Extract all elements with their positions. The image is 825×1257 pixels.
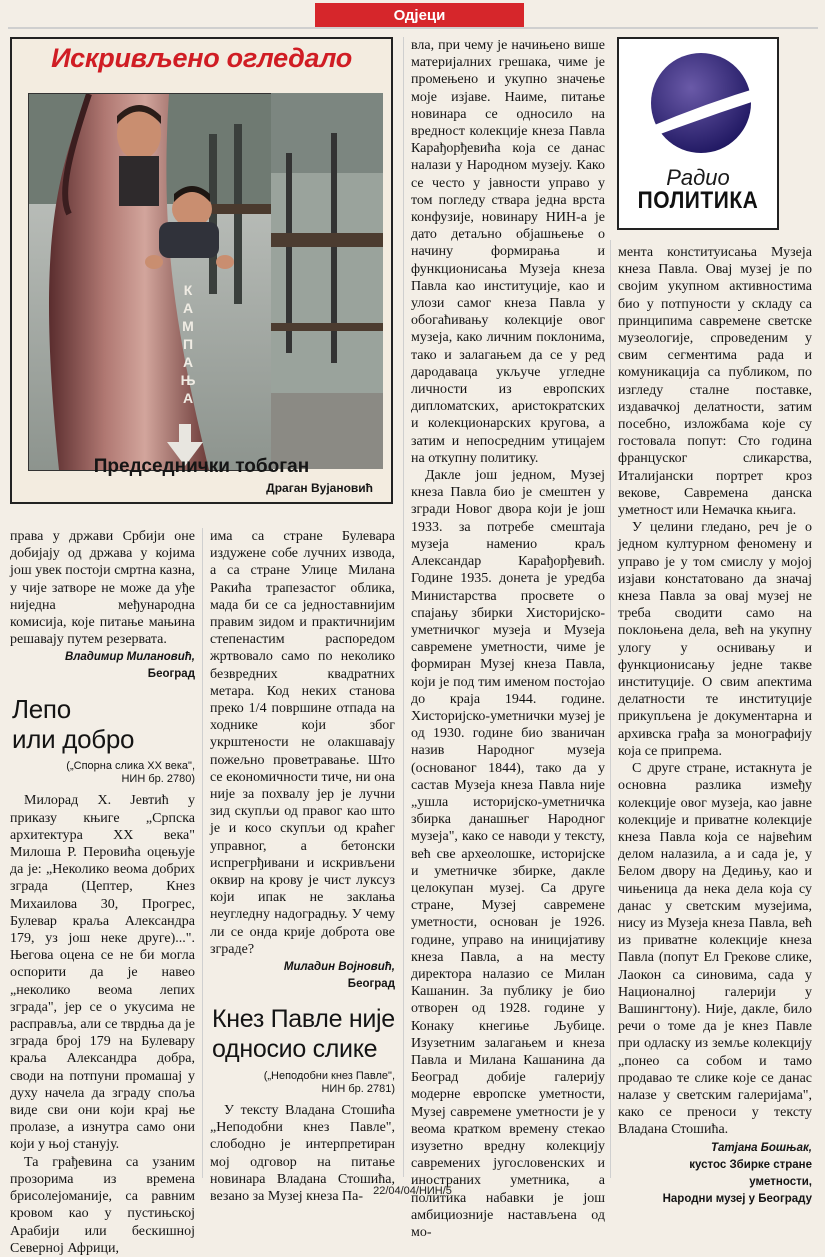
column-rule — [610, 240, 611, 1178]
letter3-ref-title: („Неподобни кнез Павле", — [263, 1070, 395, 1083]
letter3-role1: кустос Збирке стране — [689, 1158, 812, 1171]
section-label: Одјеци — [315, 3, 524, 28]
column-1 — [10, 528, 195, 1257]
letter3-para-2: вла, при чему је начињено више материјалних грешака, чиме је промењено и укупно значење моје изјаве. Наиме, питање новинара се односило на вредност колекције кнеза Павла Карађорђевића која се данас налази у Народном музеју. Како се често у јавности управо у том погледу ствара једна врста конфузије, новинару НИН-а је дато детаљно објашњење о начину формирања и функционисања Музеја кнеза Павла као институције, као и улози самог кнеза Павла у обогаћивању колекције овог музеја, како личним поклонима, тако и залагањем да се у ред дародаваца укључе угледне личности из европских дипломатских, аристократских и колекционарских кругова, а затим и непосредним утицајем на откупну политику. — [411, 38, 605, 466]
page-folio: 22/04/04/НИН/5 — [373, 1185, 452, 1197]
letter1-name: Владимир Милановић, — [64, 651, 195, 664]
letter1-tail: права у држави Србији оне добијају од држава у којима још увек постоји смртна казна, у чије затворе не може да уђе ниједна међународна комисија, које питање мањина решавају путем резервата. — [10, 529, 195, 648]
letter2-ref-title: („Спорна слика XX века", — [66, 760, 195, 773]
letter2-name: Миладин Војновић, — [283, 961, 395, 974]
letter3-reference — [210, 1070, 395, 1096]
column-4 — [618, 244, 812, 1207]
letter3-name: Татјана Бошњак, — [710, 1141, 812, 1154]
top-rule — [8, 27, 818, 29]
letter2-headline-line1: Лепо — [12, 694, 71, 725]
radio-word: Радио — [666, 165, 730, 190]
radio-politika-ad — [617, 37, 779, 230]
letter1-city: Београд — [147, 668, 195, 681]
letter3-role2: уметности, — [749, 1175, 812, 1188]
letter2-para-1: Милорад Х. Јевтић у приказу књиге „Српска архитектура XX века" Милоша Р. Перовића оцењује да је: „Неколико веома добрих зграда (Цептер, Кнез Михаилова 30, Прогрес, Булевар краља Александра 179, уз још неке друге)...". Његова оцена се не би могла оспорити да је навео „неколико веома лепих зграда", јер се о укусима не расправља, али се тврдња да је зграда број 179 на Булевару краља Александра добра, своди на потпуни промашај у духу начела да зграду споља виде сви они који крај ње пролазе, а изнутра само они који у њој станују. — [10, 793, 195, 1153]
letter2-city: Београд — [347, 978, 395, 991]
feature-caption: Председнички тобоган — [93, 456, 310, 477]
caricature-feature — [10, 37, 393, 504]
feature-title: Искривљено огледало — [51, 43, 352, 73]
letter3-headline-line2: односио слике — [212, 1035, 378, 1064]
slide-illustration — [29, 94, 272, 470]
letter2-reference — [10, 760, 195, 786]
slide-text: КАМПАЊА — [180, 282, 196, 408]
column-2 — [210, 528, 395, 1205]
letter2-ref-issue: НИН бр. 2780) — [121, 773, 195, 786]
letter3-para-4: мента конституисања Музеја кнеза Павла. Овај музеј је по својим укупном активностима био у потпуности у складу са принципима савремене светске музеологије, спроведеним у свим сегментима рада и комуникација са публиком, по изгледу сталне поставке, издавачкој делатности, затим посебно, изложбама које су гостовала попут: Сто година француског сликарства, Италијански портрет кроз векове, Савремена данска уметност или Немачка књига. — [618, 245, 812, 519]
playground-background — [271, 93, 383, 469]
letter3-headline — [212, 1004, 395, 1064]
letter2-para-2: Та грађевина са узаним прозорима из времена брисолејоманије, са равним кровом као у пустињској Арабији или бескишној Северној Африци, — [10, 1154, 195, 1256]
politika-word: ПОЛИТИКА — [637, 187, 759, 214]
letter2-para-3: има са стране Булевара издужене собе лучних извода, а са стране Улице Милана Ракића трапезастог облика, мада би се са једноставнијим правим зидом и практичнијим степенастим распоредом жртвовало само по неколико безвредних квадратних метара. Код неких станова преко 1/4 површине отпада на ходнике који због укрштености не олакшавају пожељно проветравање. Што се економичности тиче, ни она није за похвалу јер је лучни зид скупљи од правог као што је и косо скупљи од краћег управног, а бетонски испрегрђивани и искривљени оквир на крову је чист луксуз који ипак не заклања неугледну надоградњу. У чему ли се онда крије доброта ове зграде? — [210, 529, 395, 957]
letter3-headline-line1: Кнез Павле није — [212, 1005, 395, 1034]
letter3-ref-issue: НИН бр. 2781) — [321, 1083, 395, 1096]
caricature-photo — [28, 93, 273, 471]
column-rule — [403, 37, 404, 1177]
letter3-para-6: С друге стране, истакнута је основна разлика између колекције овог музеја, као јавне колекције и приватне колекције кнеза Павла која се највећим делом налазила, а и сада је, у Белом двору на Дедињу, као и чињеница да нека дела која су данас у светским музејима, нису из Музеја кнеза Павла, већ из приватне колекције кнеза Павла (попут Ел Грекове слике, Лаокон са синовима, сада у Националној галерији у Вашингтону). Није, дакле, било речи о томе да је кнез Павле при одласку из земље колекцију „понео са собом и тамо продавао те слике које се данас налазе у светским галеријама", како се преноси у тексту Владана Стошића. — [618, 761, 812, 1138]
letter3-para-3: Дакле још једном, Музеј кнеза Павла био је смештен у згради Новог двора који је још 1933. за потребе смештаја музеја наменио краљ Александар Карађорђевић. Године 1935. донета је уредба Министарства просвете о спајању збирки Хисторијско-уметничког музеја и Музеја савремене уметности, чиме је формиран Музеј кнеза Павла, који је под тим именом постојао до краја 1944. године. Хисторијско-уметнички музеј је од 1930. године био званичан назив Народног музеја (основаног 1844), тако да у састав Музеја кнеза Павла није „ушла историјско-уметничка збирка данашњег Народног музеја", како се наводи у тексту, већ све археолошке, историјске и уметничке збирке, дакле целокупан музеј. Са друге стране, Музеј савремене уметности, основан је 1926. године, управо на иницијативу кнеза Павла, а на месту директора налазио се Милан Кашанин. За публику је био отворен од 1928. године у Конаку кнегиње Љубице. Изузетним залагањем и кнеза Павла и Милана Кашанина да Београд добије галерију модерне европске уметности, Музеј савремене уметности је у веома кратком времену стекао изузетно вредну колекцију савремених југословенских и иностраних уметника, а политика набавки је још амбициозније настављена од мо- — [411, 468, 605, 1241]
letter3-para-5: У целини гледано, реч је о једном културном феномену и управо је у том смислу у мојој изјави констатовано да значај кнеза Павла за овај музеј не треба сводити само на поклоњена дела, већ на укупну улогу у оснивању и функционисању једне такве институције. О свим апектима делатности те институције прикупљена је документарна и архивска грађа за монографију која се припрема. — [618, 520, 812, 759]
letter2-headline — [12, 694, 195, 754]
feature-author: Драган Вујановић — [266, 481, 373, 495]
globe-logo-icon — [629, 45, 769, 165]
letter2-headline-line2: или добро — [12, 724, 135, 755]
column-3 — [411, 37, 605, 1241]
column-rule — [202, 528, 203, 1178]
letter3-para-1: У тексту Владана Стошића „Неподобни кнез Павле", слободно је интерпретиран мој одговор на питање новинара Владана Стошића, везано за Музеј кнеза Па- — [210, 1103, 395, 1205]
letter3-org: Народни музеј у Београду — [662, 1192, 812, 1205]
